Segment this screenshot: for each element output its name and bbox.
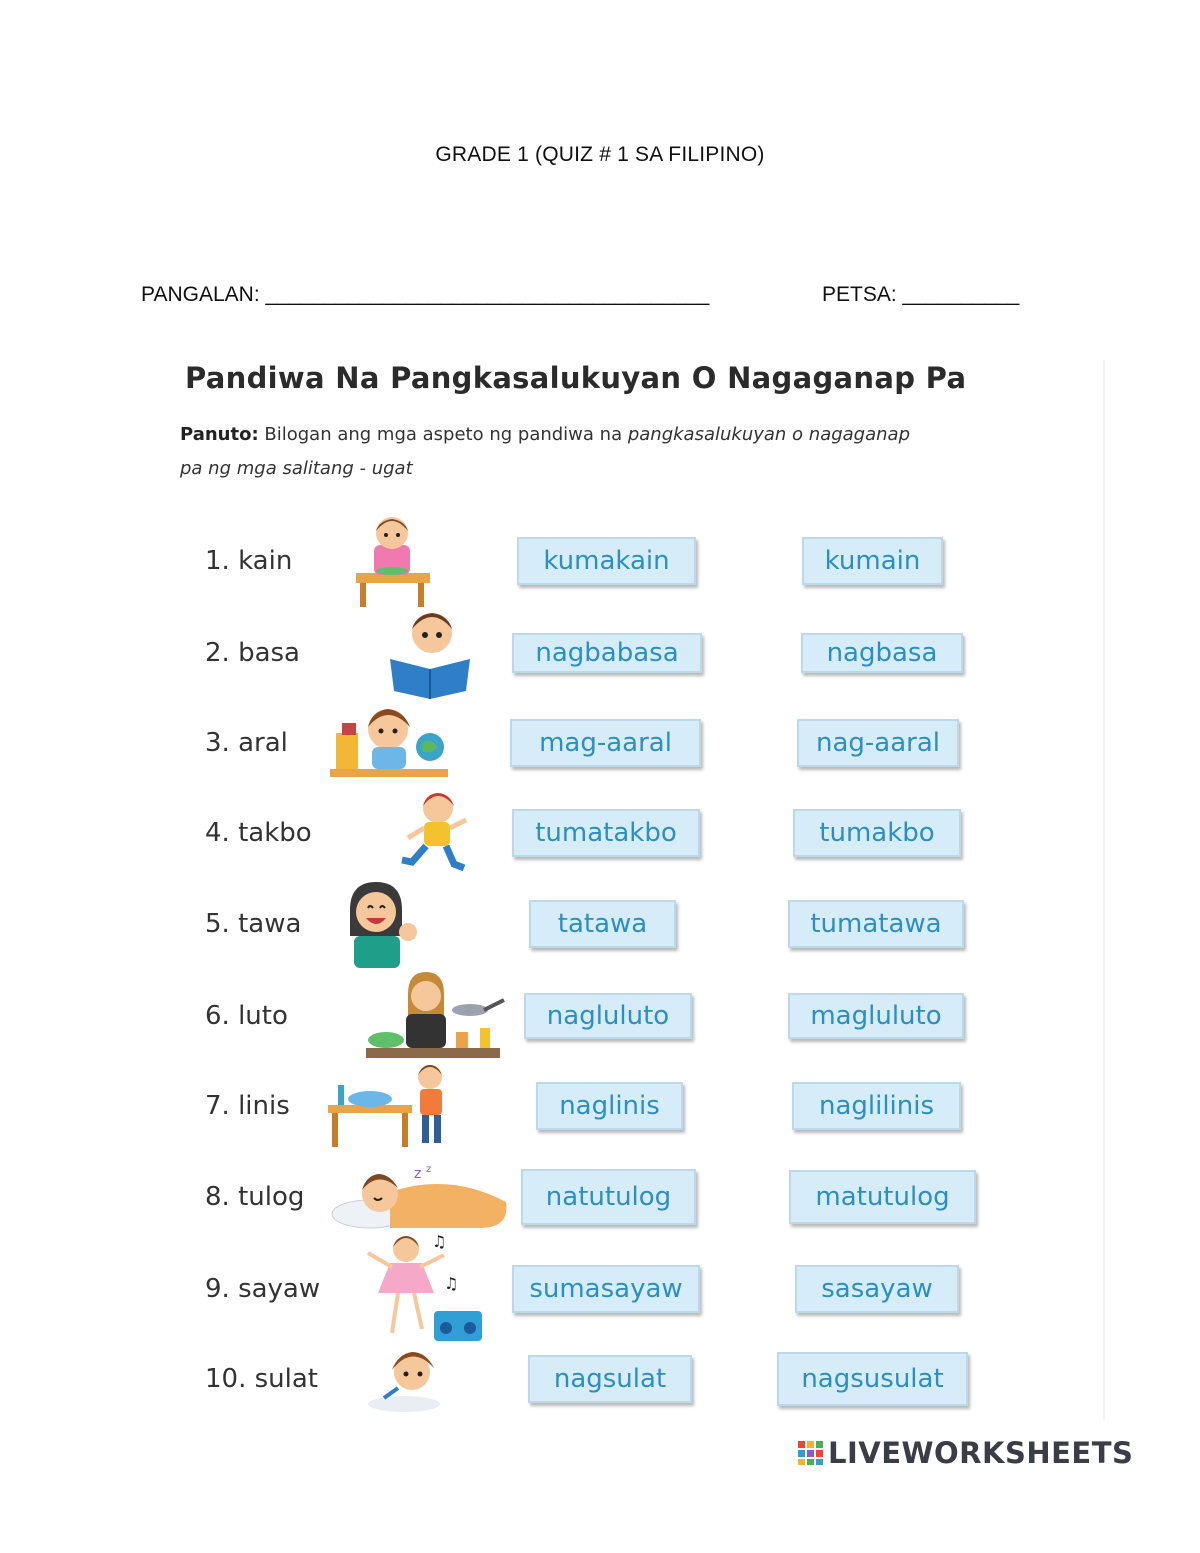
- instruction-text-2: pangkasalukuyan o nagaganap: [627, 424, 910, 445]
- woman-laughing-icon: [340, 880, 420, 968]
- child-sleeping-icon: [330, 1162, 512, 1232]
- child-eating-icon: [350, 511, 435, 611]
- choice-button[interactable]: nagluluto: [524, 993, 692, 1039]
- instruction-text-3: pa ng mga salitang - ugat: [180, 458, 413, 479]
- choice-button[interactable]: nagsusulat: [777, 1352, 968, 1406]
- name-field[interactable]: PANGALAN: ______________________________________: [141, 283, 710, 306]
- choice-button[interactable]: kumain: [802, 537, 943, 585]
- brand-name: LIVEWORKSHEETS: [828, 1436, 1134, 1470]
- child-running-icon: [394, 790, 472, 876]
- choice-button[interactable]: sumasayaw: [512, 1265, 700, 1313]
- choice-button[interactable]: tumakbo: [793, 809, 961, 857]
- instructions: [180, 418, 1030, 486]
- woman-cooking-icon: [364, 970, 510, 1062]
- child-reading-icon: [388, 607, 472, 699]
- item-label: 1. kain: [205, 546, 293, 576]
- choice-button[interactable]: sasayaw: [795, 1265, 959, 1313]
- choice-button[interactable]: magluluto: [788, 993, 964, 1039]
- item-label: 10. sulat: [205, 1364, 318, 1394]
- choice-button[interactable]: tumatakbo: [512, 809, 700, 857]
- child-cleaning-icon: [326, 1063, 460, 1149]
- liveworksheets-logo-icon: [798, 1441, 824, 1465]
- item-label: 6. luto: [205, 1001, 288, 1031]
- svg-text:♫: ♫: [432, 1233, 447, 1251]
- instruction-label: Panuto:: [180, 424, 259, 445]
- choice-button[interactable]: nagbabasa: [512, 633, 702, 673]
- choice-button[interactable]: nag-aaral: [797, 719, 959, 767]
- item-label: 2. basa: [205, 638, 300, 668]
- item-label: 4. takbo: [205, 818, 312, 848]
- choice-button[interactable]: mag-aaral: [510, 719, 701, 767]
- child-writing-icon: [364, 1344, 450, 1414]
- instruction-text-1: Bilogan ang mga aspeto ng pandiwa na: [264, 424, 623, 445]
- choice-button[interactable]: nagsulat: [528, 1355, 692, 1403]
- choice-button[interactable]: matutulog: [789, 1170, 976, 1224]
- child-studying-icon: [326, 703, 450, 783]
- item-label: 7. linis: [205, 1091, 290, 1121]
- choice-button[interactable]: tumatawa: [788, 900, 964, 948]
- item-label: 5. tawa: [205, 909, 302, 939]
- item-label: 9. sayaw: [205, 1274, 321, 1304]
- girl-dancing-icon: [362, 1233, 486, 1345]
- choice-button[interactable]: kumakain: [517, 537, 696, 585]
- choice-button[interactable]: naglinis: [536, 1082, 683, 1130]
- item-label: 3. aral: [205, 728, 288, 758]
- choice-button[interactable]: tatawa: [529, 900, 676, 948]
- worksheet-heading: Pandiwa Na Pangkasalukuyan O Nagaganap Pa: [185, 361, 967, 395]
- choice-button[interactable]: nagbasa: [801, 633, 963, 673]
- svg-text:♫: ♫: [444, 1274, 459, 1293]
- liveworksheets-brand: [798, 1436, 1133, 1470]
- quiz-title: GRADE 1 (QUIZ # 1 SA FILIPINO): [435, 143, 765, 166]
- item-label: 8. tulog: [205, 1182, 305, 1212]
- date-field[interactable]: PETSA: __________: [822, 283, 1020, 306]
- svg-text:z: z: [426, 1164, 432, 1175]
- choice-button[interactable]: naglilinis: [792, 1082, 961, 1130]
- svg-text:z: z: [414, 1166, 422, 1182]
- choice-button[interactable]: natutulog: [521, 1169, 696, 1225]
